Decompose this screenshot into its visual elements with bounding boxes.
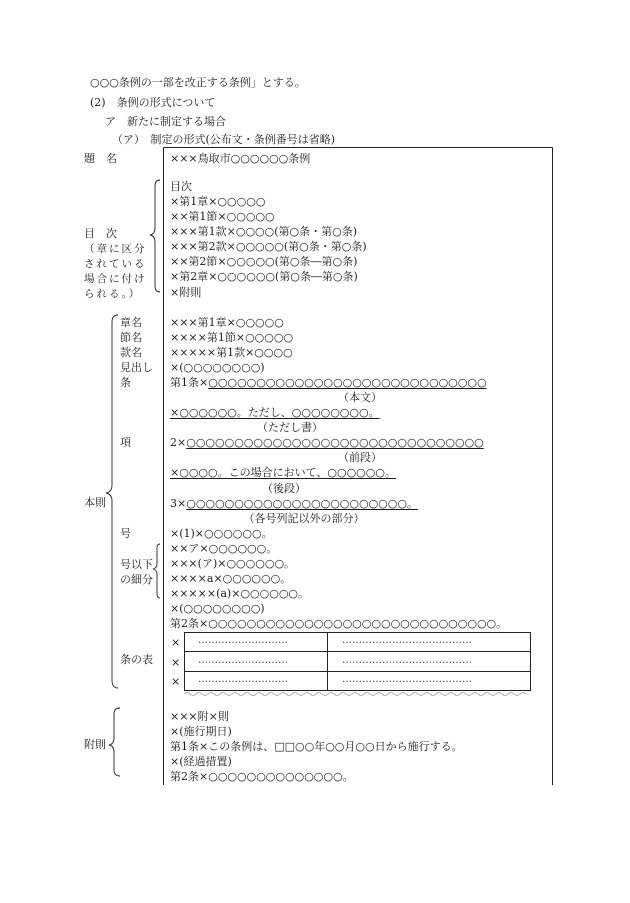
label-subsection: 款名 (120, 346, 142, 359)
label-chapter: 章名 (120, 316, 142, 329)
subdivision-d: ×××××(a)×○○○○○○。 (170, 587, 310, 600)
note-main-text: （本文） (338, 391, 382, 404)
supplementary-title: ×××附×則 (170, 710, 229, 723)
subdivision-c: ××××a×○○○○○○。 (170, 572, 292, 585)
table-cell: ……………………… (198, 655, 288, 666)
label-paragraph: 項 (120, 436, 131, 449)
label-subdivision-2: の細分 (120, 573, 153, 586)
supplementary-brace (109, 708, 120, 776)
toc-line: ×第2章×○○○○○○(第○条―第○条) (170, 270, 358, 283)
label-section: 節名 (120, 331, 142, 344)
toc-brace (150, 180, 160, 292)
table-cell: ……………………… (198, 674, 288, 685)
subdivision-b: ×××(ア)×○○○○○○。 (170, 557, 296, 570)
label-body: 本則 (84, 496, 106, 509)
label-heading: 見出し (120, 361, 153, 374)
toc-line: ×××第1款×○○○○(第○条・第○条) (170, 225, 358, 238)
subdivision-a: ××ア×○○○○○○。 (170, 542, 278, 555)
paragraph-3 (170, 497, 418, 511)
label-toc: 目 次 (84, 227, 117, 240)
label-table: 条の表 (120, 653, 153, 666)
ordinance-title: ×××鳥取市○○○○○○条例 (170, 152, 311, 165)
table-row-mark: × (171, 675, 181, 688)
label-article: 条 (120, 376, 131, 389)
supplementary-article-1: 第1条×この条例は、□□○○年○○月○○日から施行する。 (170, 740, 463, 753)
label-toc-note-1: （章に区分 (84, 243, 147, 255)
note-back: （後段） (262, 482, 306, 495)
toc-line: ×附則 (170, 286, 202, 299)
article-1-proviso: ただし、○○○○○○○○。 (247, 406, 380, 419)
chapter-name: ×××第1章×○○○○○ (170, 316, 284, 329)
item-1: ×(1)×○○○○○○。 (170, 527, 273, 540)
section-heading: (2) 条例の形式について (90, 96, 216, 109)
article-1-continued: ×○○○○○○。 (170, 406, 248, 419)
toc-line: 目次 (170, 180, 192, 193)
continued-text: ○○○条例の一部を改正する条例」とする。 (90, 76, 306, 89)
paragraph-2-front: ○○○○○○○○○○○○○○○○○○○○○○○○○○○○○○○ (186, 436, 484, 449)
toc-line: ××第2節×○○○○○(第○条―第○条) (170, 255, 358, 268)
subsection-name: ×××××第1款×○○○○ (170, 346, 293, 359)
form-caption: （ア） 制定の形式(公布文・条例番号は省略) (112, 133, 336, 146)
table-row-mark: × (171, 636, 181, 649)
subdivision-brace (153, 544, 160, 598)
label-subdivision-1: 号以下 (120, 558, 153, 571)
section-name: ××××第1節×○○○○○ (170, 331, 294, 344)
paragraph-3-main: ○○○○○○○○○○○○○○○○○○○○○○○。 (186, 497, 418, 510)
article-1-prefix: 第1条× (170, 376, 209, 389)
article-2: 第2条×○○○○○○○○○○○○○○○○○○○○○○○○○○○○○○。 (170, 617, 508, 630)
subsection-heading: ア 新たに制定する場合 (105, 115, 226, 128)
paragraph-3-prefix: 3× (170, 497, 187, 510)
label-toc-note-4: られる。） (84, 288, 142, 300)
note-proviso: （ただし書） (257, 421, 323, 434)
toc-line: ×第1章×○○○○○ (170, 195, 266, 208)
toc-line: ××第1節×○○○○○ (170, 210, 275, 223)
supplementary-heading-2: ×(経過措置) (170, 755, 232, 768)
table-cell: ………………………………… (342, 655, 472, 666)
label-item: 号 (120, 527, 131, 540)
article-1-main: ○○○○○○○○○○○○○○○○○○○○○○○○○○○○○ (208, 376, 487, 389)
label-toc-note-2: されている (84, 258, 147, 270)
paragraph-2-prefix: 2× (170, 436, 187, 449)
article-1 (170, 376, 487, 390)
body-brace (106, 315, 118, 688)
article-heading: ×(○○○○○○○○) (170, 361, 265, 374)
paragraph-2-back: この場合において、○○○○○○。 (228, 466, 396, 479)
table-cell: ………………………………… (342, 674, 472, 685)
toc-line: ×××第2款×○○○○○(第○条・第○条) (170, 240, 367, 253)
supplementary-heading-1: ×(施行期日) (170, 725, 232, 738)
paragraph-2 (170, 436, 484, 450)
table-cut-line (184, 693, 526, 696)
table-cell: ………………………………… (342, 635, 472, 646)
label-title: 題 名 (84, 152, 117, 165)
note-front: （前段） (338, 451, 382, 464)
label-toc-note-3: 場合に付け (84, 273, 147, 285)
supplementary-article-2: 第2条×○○○○○○○○○○○○○○。 (170, 770, 354, 783)
note-items: （各号列記以外の部分） (243, 512, 365, 525)
paragraph-2-continued: ×○○○○。 (170, 466, 229, 479)
label-supplementary: 附則 (84, 738, 106, 751)
table-row-mark: × (171, 656, 181, 669)
table-cell: ……………………… (198, 635, 288, 646)
article-2-heading: ×(○○○○○○○○) (170, 602, 265, 615)
